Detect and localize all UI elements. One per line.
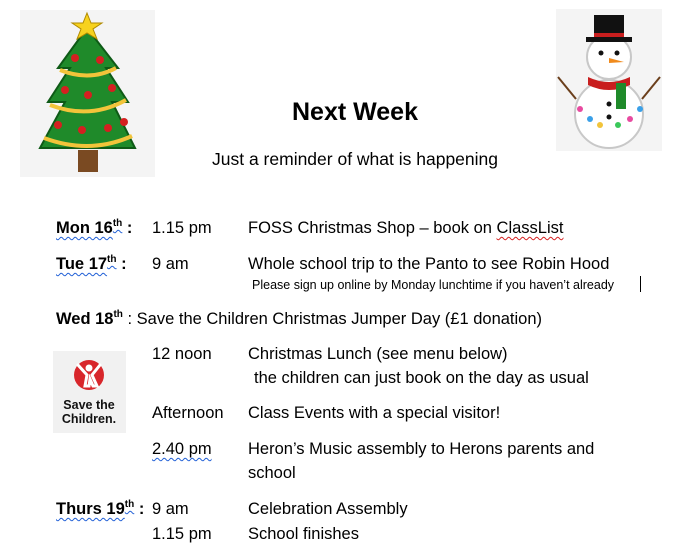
event-desc: Heron’s Music assembly to Herons parents and	[248, 440, 595, 458]
event-time: 1.15 pm	[152, 219, 212, 237]
event-desc: Celebration Assembly	[248, 500, 408, 518]
event-desc: FOSS Christmas Shop – book on ClassList	[248, 219, 564, 237]
event-desc: School finishes	[248, 525, 359, 543]
day-label-tue: Tue 17th :	[56, 254, 127, 273]
event-note: Please sign up online by Monday lunchtime if you haven’t already	[252, 278, 615, 292]
day-label-wed: Wed 18th : Save the Children Christmas Jumper Day (£1 donation)	[56, 309, 543, 328]
snowman-image	[556, 9, 662, 151]
event-time: 2.40 pm	[152, 440, 212, 458]
event-time: 12 noon	[152, 345, 212, 363]
event-time: 9 am	[152, 500, 189, 518]
event-time: 9 am	[152, 255, 189, 273]
event-note: the children can just book on the day as usual	[254, 369, 589, 387]
day-label-mon: Mon 16th :	[56, 218, 133, 237]
page-subtitle: Just a reminder of what is happening	[212, 149, 498, 169]
event-desc: Whole school trip to the Panto to see Robin Hood	[248, 255, 610, 273]
page-title: Next Week	[292, 98, 418, 126]
logo-text-line2: Children.	[61, 412, 117, 426]
day-label-thu: Thurs 19th :	[56, 499, 145, 518]
event-desc: Christmas Lunch (see menu below)	[248, 345, 508, 363]
logo-text-line1: Save the	[63, 398, 115, 412]
event-desc: Class Events with a special visitor!	[248, 404, 501, 422]
save-the-children-logo	[53, 351, 126, 433]
event-time: 1.15 pm	[152, 525, 212, 543]
event-desc-cont: school	[248, 464, 296, 482]
event-time: Afternoon	[152, 404, 224, 422]
text-cursor	[640, 276, 641, 292]
